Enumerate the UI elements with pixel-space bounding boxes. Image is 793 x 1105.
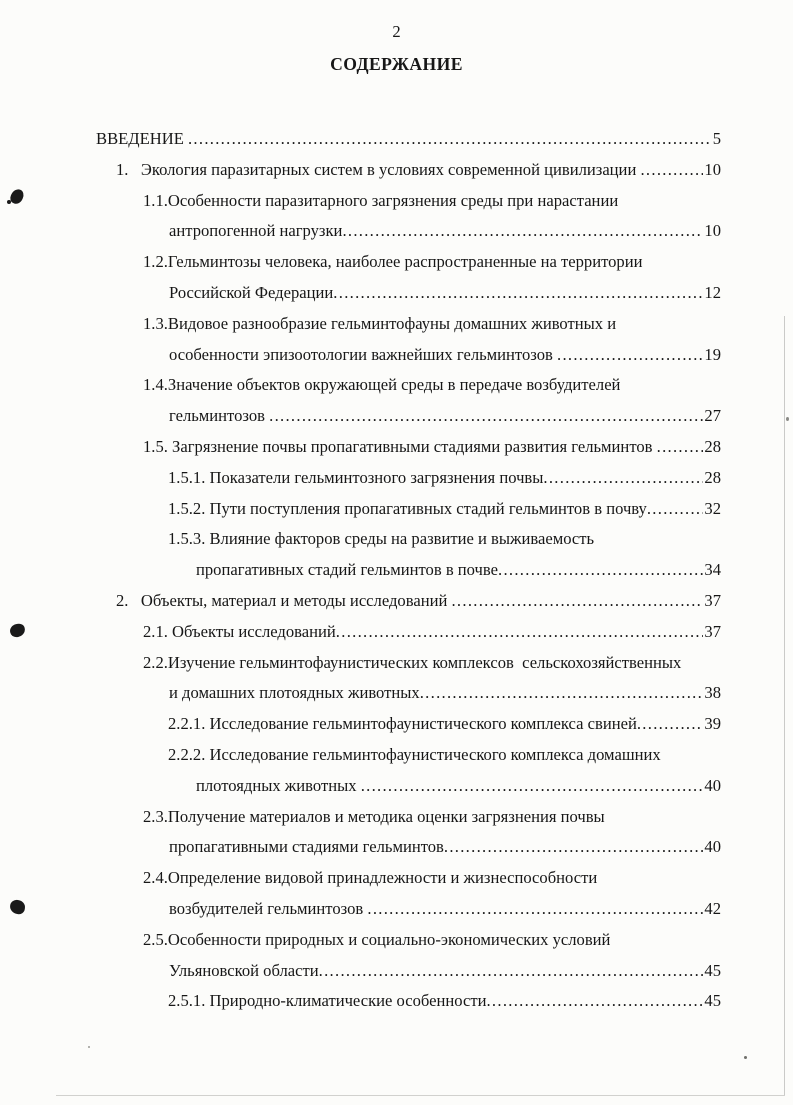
toc-page-number: 42 (704, 898, 721, 918)
toc-page-number: 32 (704, 498, 721, 518)
document-title: СОДЕРЖАНИЕ (330, 54, 463, 74)
toc-entry (96, 494, 721, 525)
toc-entry-text: пропагативных стадий гельминтов в почве (196, 560, 498, 580)
toc-entry (96, 463, 721, 494)
scan-edge-right (784, 316, 785, 1095)
toc-page-number: 27 (704, 406, 721, 426)
toc-entry-text: ВВЕДЕНИЕ (96, 129, 188, 148)
toc-entry-line (96, 186, 721, 217)
toc-entry-line (96, 216, 721, 247)
toc-entry-text: 1.4.Значение объектов окружающей среды в передаче возбудителей (143, 375, 621, 395)
toc-entry-text: возбудителей гельминтозов (169, 898, 368, 918)
toc-entry-text: 1.5.3. Влияние факторов среды на развитие и выживаемость (168, 529, 595, 549)
toc-entry (96, 925, 721, 987)
toc-entry-line (96, 894, 721, 925)
dot-leader (647, 494, 704, 525)
dot-leader (637, 709, 704, 740)
toc-entry-line (96, 956, 721, 987)
toc-page-number: 34 (704, 560, 721, 580)
dot-leader (498, 555, 703, 586)
toc-entry-line (96, 340, 721, 371)
toc-page-number: 28 (704, 436, 721, 456)
dot-leader (486, 986, 703, 1017)
toc-entry-line (96, 709, 721, 740)
toc-entry-line (96, 555, 721, 586)
dot-leader (361, 771, 704, 802)
toc-entry-text: 1.2.Гельминтозы человека, наиболее распространенные на территории (143, 252, 643, 272)
toc-entry-line (96, 247, 721, 278)
toc-page-number: 38 (704, 683, 721, 703)
toc-entry-text: пропагативными стадиями гельминтов (169, 837, 444, 857)
toc-page-number: 19 (704, 344, 721, 364)
toc-entry-text: 1.5.2. Пути поступления пропагативных стадий гельминтов в почву (168, 498, 647, 518)
toc-page-number: 45 (704, 960, 721, 980)
toc-entry-text: 2.4.Определение видовой принадлежности и жизнеспособности (143, 868, 598, 888)
toc-entry-text: 2.2.1. Исследование гельминтофаунистического комплекса свиней (168, 714, 637, 734)
dot-leader (333, 278, 703, 309)
toc-entry-line (96, 524, 721, 555)
toc-entry-line (96, 432, 721, 463)
toc-entry-text: антропогенной нагрузки (169, 221, 343, 241)
ink-spot (7, 200, 11, 204)
toc-page-number: 37 (704, 590, 721, 610)
dot-leader (269, 401, 703, 432)
toc-entry-text: Российской Федерации (169, 282, 334, 302)
toc-entry-text: 2.2.2. Исследование гельминтофаунистического комплекса домашних (168, 744, 661, 764)
toc-entry-line (96, 494, 721, 525)
dot-leader (657, 432, 704, 463)
toc-entry-line (96, 832, 721, 863)
toc-entry (96, 986, 721, 1017)
toc-entry (96, 586, 721, 617)
toc-page-number: 12 (704, 282, 721, 302)
toc-entry (96, 155, 721, 186)
toc-entry (96, 432, 721, 463)
toc-entry (96, 648, 721, 710)
dot-leader (319, 956, 704, 987)
toc-entry-text: 1.5. Загрязнение почвы пропагативными стадиями развития гельминтов (143, 436, 657, 456)
toc-entry-text: плотоядных животных (196, 775, 361, 795)
toc-entry (96, 124, 721, 155)
toc-entry (96, 309, 721, 371)
toc-entry-line (96, 124, 721, 155)
toc-page-number: 39 (704, 714, 721, 734)
toc-entry-line (96, 678, 721, 709)
toc-entry-line (96, 309, 721, 340)
toc-entry-line (96, 771, 721, 802)
toc-entry-line (96, 925, 721, 956)
dot-leader (342, 216, 703, 247)
toc-entry-text: 1.3.Видовое разнообразие гельминтофауны домашних животных и (143, 313, 617, 333)
toc-entry (96, 524, 721, 586)
toc-entry-line (96, 802, 721, 833)
toc-page-number: 40 (704, 837, 721, 857)
toc-page-number: 10 (704, 221, 721, 241)
scan-edge-bottom (56, 1095, 785, 1096)
toc-entry-line (96, 863, 721, 894)
toc-entry-line (96, 370, 721, 401)
toc-list (0, 124, 793, 1017)
scan-speck (744, 1056, 747, 1059)
toc-entry (96, 370, 721, 432)
toc-entry-line (96, 617, 721, 648)
dot-leader (367, 894, 703, 925)
toc-entry (96, 740, 721, 802)
toc-entry-text: 1. Экология паразитарных систем в условиях современной цивилизации (116, 159, 641, 179)
toc-entry (96, 802, 721, 864)
toc-entry (96, 247, 721, 309)
toc-entry (96, 617, 721, 648)
toc-page-number: 45 (704, 991, 721, 1011)
dot-leader (188, 124, 712, 155)
toc-page-number: 37 (704, 621, 721, 641)
dot-leader (640, 155, 703, 186)
toc-entry (96, 863, 721, 925)
toc-page-number: 28 (704, 467, 721, 487)
toc-entry-line (96, 648, 721, 679)
scan-speck (786, 417, 789, 421)
toc-page-number: 40 (704, 775, 721, 795)
dot-leader (444, 832, 704, 863)
dot-leader (543, 463, 703, 494)
toc-entry (96, 186, 721, 248)
page-number-top: 2 (392, 22, 401, 41)
toc-entry-text: 2. Объекты, материал и методы исследований (116, 590, 452, 610)
toc-entry-text: 2.2.Изучение гельминтофаунистических комплексов сельскохозяйственных (143, 652, 682, 672)
scan-speck (88, 1046, 90, 1048)
dot-leader (420, 678, 704, 709)
toc-entry-text: 1.1.Особенности паразитарного загрязнения среды при нарастании (143, 190, 619, 210)
toc-entry-line (96, 586, 721, 617)
toc-entry-line (96, 155, 721, 186)
toc-entry-text: 2.1. Объекты исследований (143, 621, 336, 641)
dot-leader (557, 340, 703, 371)
toc-entry-text: Ульяновской области (169, 960, 319, 980)
toc-entry-text: 1.5.1. Показатели гельминтозного загрязнения почвы (168, 467, 544, 487)
toc-entry-text: 2.5.Особенности природных и социально-экономических условий (143, 929, 611, 949)
toc-entry-text: особенности эпизоотологии важнейших гельминтозов (169, 344, 558, 364)
toc-entry (96, 709, 721, 740)
toc-entry-text: 2.3.Получение материалов и методика оценки загрязнения почвы (143, 806, 605, 826)
toc-entry-text: 2.5.1. Природно-климатические особенности (168, 991, 487, 1011)
toc-entry-line (96, 463, 721, 494)
toc-entry-line (96, 401, 721, 432)
dot-leader (336, 617, 704, 648)
dot-leader (451, 586, 703, 617)
toc-entry-line (96, 740, 721, 771)
toc-entry-text: и домашних плотоядных животных (169, 683, 420, 703)
toc-page-number: 5 (712, 129, 721, 148)
toc-page-number: 10 (704, 159, 721, 179)
toc-entry-line (96, 278, 721, 309)
toc-entry-text: гельминтозов (169, 406, 270, 426)
toc-entry-line (96, 986, 721, 1017)
